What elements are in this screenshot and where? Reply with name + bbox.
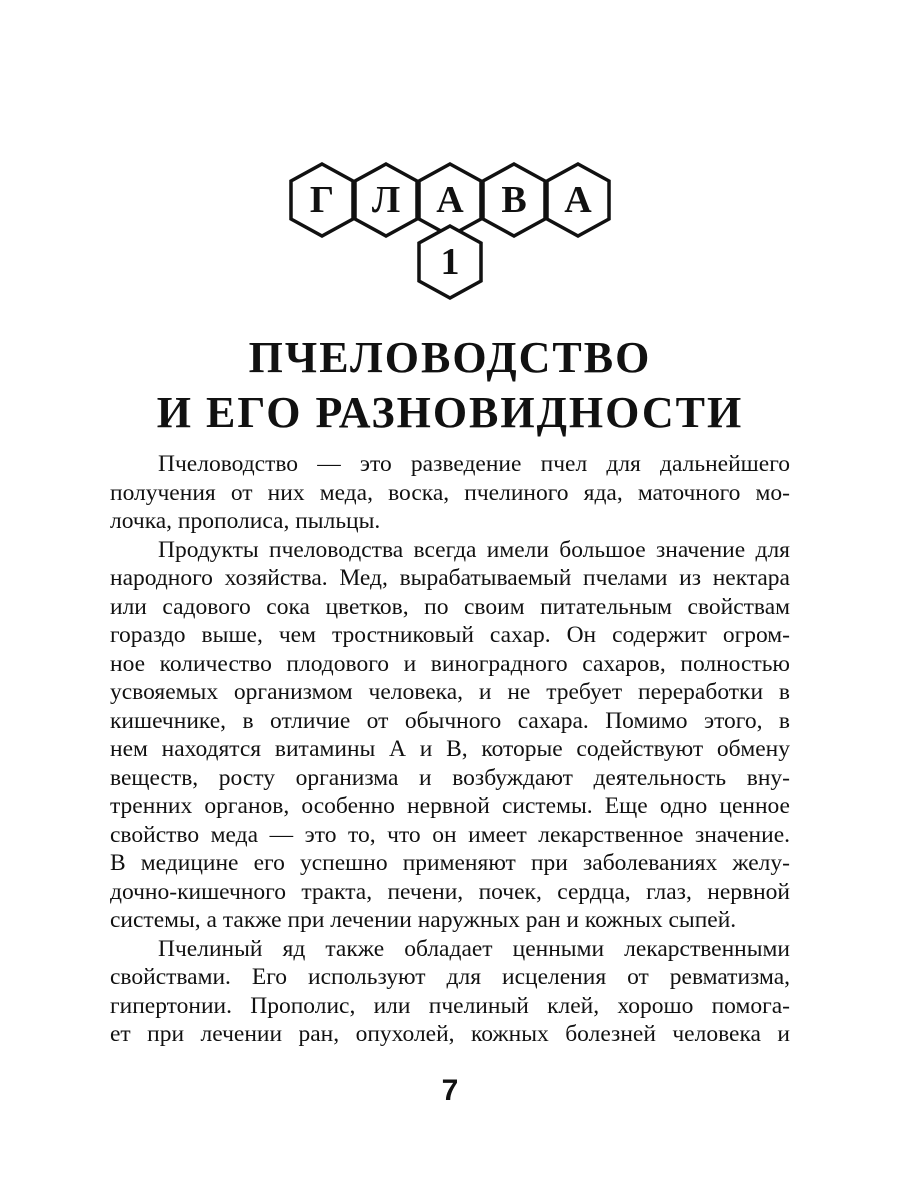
chapter-letter: Г bbox=[309, 179, 335, 221]
text-line: веществ, росту организма и возбуждают деятельность вну- bbox=[110, 764, 790, 791]
text-line: лочка, прополиса, пыльцы. bbox=[110, 508, 381, 534]
text-line: ное количество плодового и виноградного сахаров, полностью bbox=[110, 650, 790, 677]
text-line: гипертонии. Прополис, или пчелиный клей, хорошо помога- bbox=[110, 992, 790, 1019]
paragraph bbox=[110, 536, 790, 935]
chapter-letter-hex bbox=[544, 162, 612, 238]
chapter-letter: Л bbox=[371, 179, 401, 221]
text-line: получения от них меда, воска, пчелиного яда, маточного мо- bbox=[110, 479, 790, 506]
text-line: народного хозяйства. Мед, вырабатываемый пчелами из нектара bbox=[110, 565, 790, 591]
text-line: свойствами. Его используют для исцеления от ревматизма, bbox=[110, 964, 790, 990]
text-line: Продукты пчеловодства всегда имели большое значение для bbox=[158, 536, 790, 563]
paragraph bbox=[110, 935, 790, 1049]
text-line: В медицине его успешно применяют при заболеваниях желу- bbox=[110, 850, 790, 876]
text-line: кишечнике, в отличие от обычного сахара. Помимо этого, в bbox=[110, 707, 790, 734]
chapter-title-line: И ЕГО РАЗНОВИДНОСТИ bbox=[156, 388, 744, 437]
chapter-number-hex bbox=[416, 224, 484, 300]
text-line: Пчелиный яд также обладает ценными лекарственными bbox=[158, 935, 790, 962]
text-line: гораздо выше, чем тростниковый сахар. Он содержит огром- bbox=[110, 622, 790, 648]
chapter-letter: А bbox=[436, 179, 464, 221]
chapter-title-line: ПЧЕЛОВОДСТВО bbox=[248, 333, 652, 382]
chapter-letter-hex bbox=[288, 162, 356, 238]
paragraph bbox=[110, 450, 790, 536]
body-text bbox=[110, 450, 790, 1049]
text-line: или садового сока цветков, по своим питательным свойствам bbox=[110, 593, 790, 620]
chapter-letter-hex bbox=[480, 162, 548, 238]
text-line: Пчеловодство — это разведение пчел для дальнейшего bbox=[158, 451, 790, 477]
chapter-letter: А bbox=[564, 179, 592, 221]
text-line: свойство меда — это то, что он имеет лекарственное значение. bbox=[110, 821, 790, 848]
text-line: усвояемых организмом человека, и не требует переработки в bbox=[110, 679, 790, 705]
text-line: дочно-кишечного тракта, печени, почек, сердца, глаз, нервной bbox=[110, 878, 790, 905]
text-line: нем находятся витамины А и В, которые содействуют обмену bbox=[110, 736, 790, 762]
chapter-letter-hex bbox=[352, 162, 420, 238]
page-number: 7 bbox=[441, 1074, 459, 1107]
text-line: тренних органов, особенно нервной системы. Еще одно ценное bbox=[110, 793, 790, 819]
chapter-number: 1 bbox=[440, 241, 460, 283]
chapter-letter: В bbox=[501, 179, 527, 221]
text-line: ет при лечении ран, опухолей, кожных болезней человека и bbox=[110, 1021, 790, 1047]
chapter-title bbox=[0, 330, 900, 440]
text-line: системы, а также при лечении наружных ран и кожных сыпей. bbox=[110, 907, 737, 933]
